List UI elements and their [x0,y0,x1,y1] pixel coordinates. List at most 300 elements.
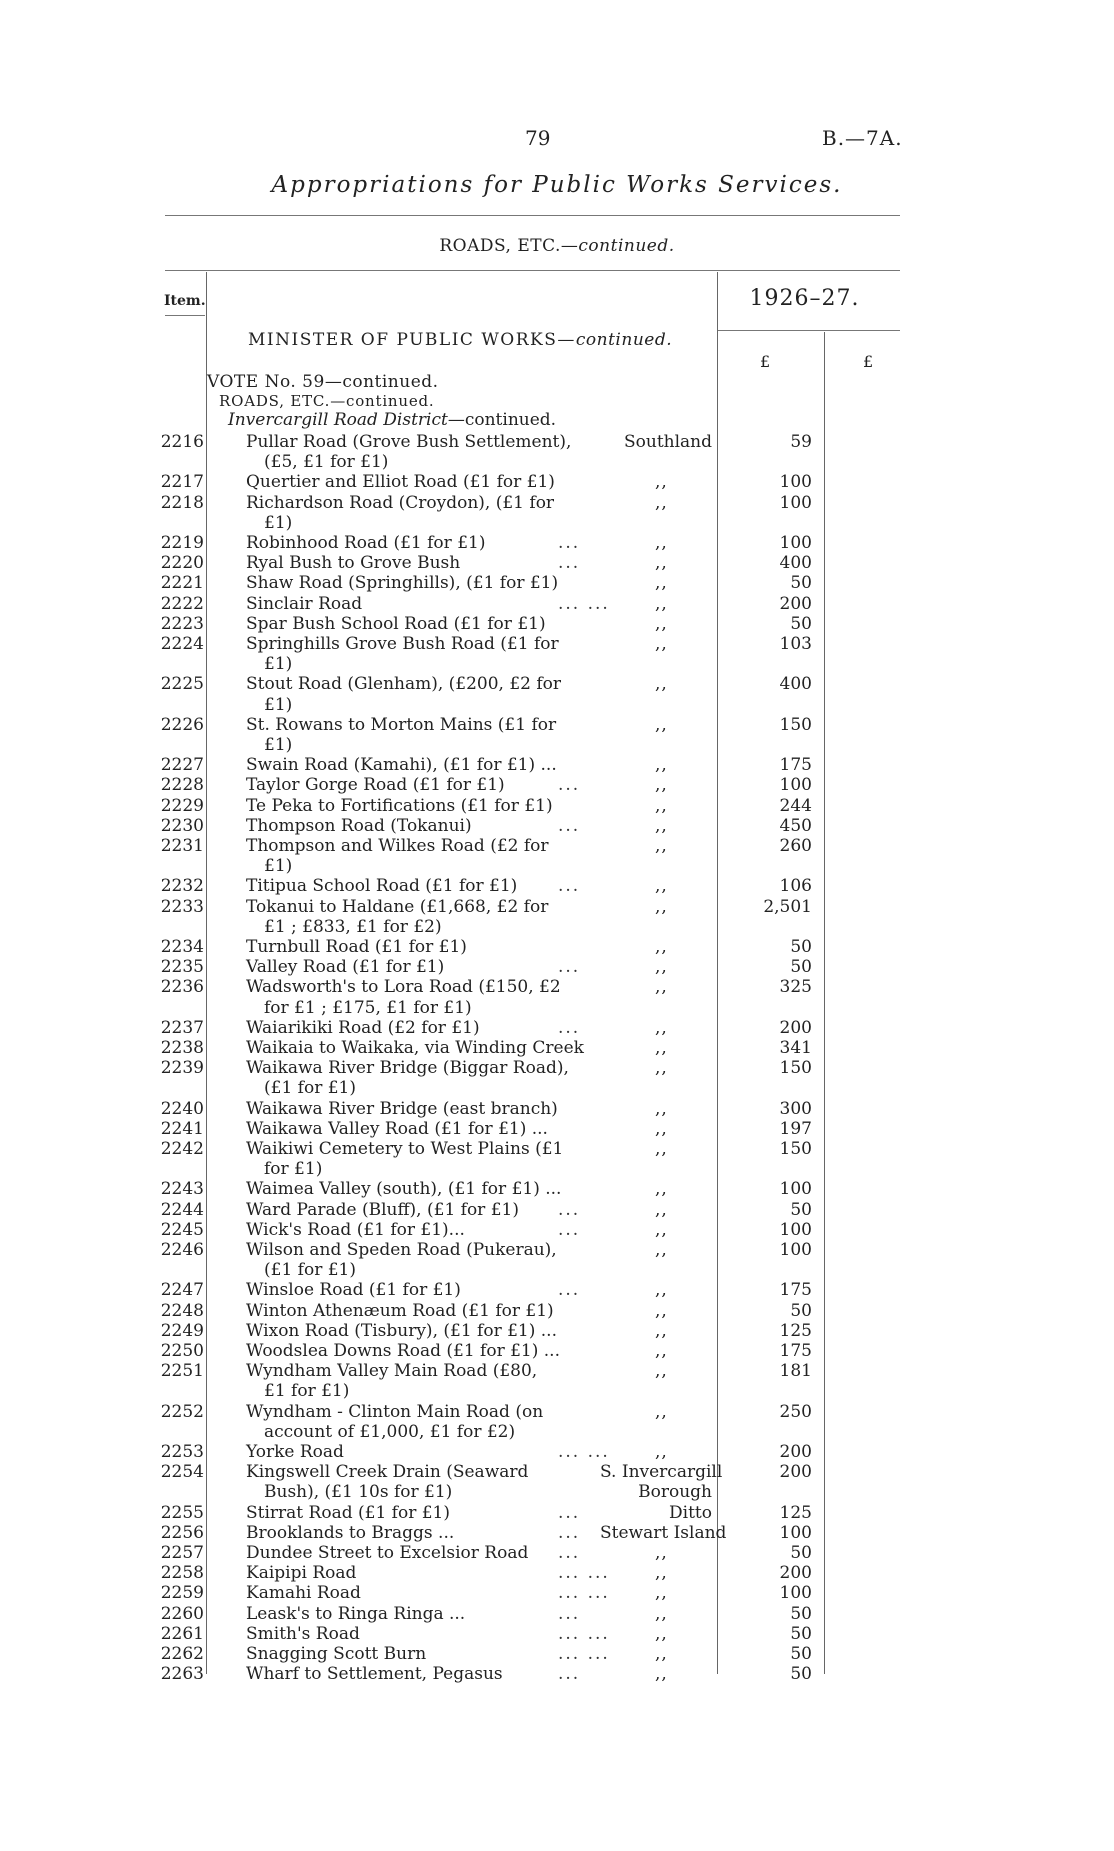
table-row [0,755,1114,775]
ditto-mark: ,, [655,1563,668,1583]
table-row [0,1119,1114,1139]
section-title [0,236,1114,256]
item-description: £1) [264,654,293,674]
item-description: account of £1,000, £1 for £2) [264,1422,516,1442]
district-heading [228,410,556,430]
amount-value: 103 [779,634,812,654]
item-number: 2252 [160,1402,204,1422]
table-row [0,1543,1114,1563]
table-row [0,836,1114,856]
item-number: 2225 [160,674,204,694]
roads-subheading: ROADS, ETC.—continued. [219,392,435,410]
item-description: Turnbull Road (£1 for £1) [246,937,467,957]
ditto-mark: ,, [655,1543,668,1563]
amount-value: 50 [790,1644,812,1664]
minister-heading-continued: continued. [575,330,673,350]
item-number: 2219 [160,533,204,553]
title-rule [165,215,900,216]
amount-value: 341 [779,1038,812,1058]
ditto-mark: ,, [655,1361,668,1381]
item-number: 2256 [160,1523,204,1543]
table-row [0,533,1114,553]
amount-value: 300 [779,1099,812,1119]
item-description: Stirrat Road (£1 for £1) [246,1503,450,1523]
table-row-continuation [0,513,1114,533]
table-row [0,1442,1114,1462]
item-number: 2255 [160,1503,204,1523]
item-description: Shaw Road (Springhills), (£1 for £1) [246,573,559,593]
item-number: 2250 [160,1341,204,1361]
table-row [0,432,1114,452]
amount-value: 197 [779,1119,812,1139]
amount-value: 100 [779,1523,812,1543]
ditto-mark: ,, [655,1220,668,1240]
item-description: Bush), (£1 10s for £1) [264,1482,453,1502]
item-number: 2230 [160,816,204,836]
item-description: Wixon Road (Tisbury), (£1 for £1) ... [246,1321,557,1341]
item-description: £1) [264,856,293,876]
table-row [0,1664,1114,1684]
table-row [0,957,1114,977]
table-row-continuation [0,856,1114,876]
ditto-mark: ,, [655,1119,668,1139]
item-number: 2253 [160,1442,204,1462]
table-row [0,977,1114,997]
ditto-mark: ,, [655,1200,668,1220]
ditto-mark: ,, [655,937,668,957]
leader-dots: ... [558,1220,581,1240]
item-description: Robinhood Road (£1 for £1) [246,533,486,553]
page-title: Appropriations for Public Works Services. [271,172,843,198]
table-row [0,1321,1114,1341]
item-number: 2229 [160,796,204,816]
item-description: Ryal Bush to Grove Bush [246,553,461,573]
item-description: Te Peka to Fortifications (£1 for £1) [246,796,553,816]
item-description: Pullar Road (Grove Bush Settlement), [246,432,572,452]
table-row [0,634,1114,654]
item-description: Richardson Road (Croydon), (£1 for [246,493,555,513]
ditto-mark: ,, [655,674,668,694]
item-description: Wyndham Valley Main Road (£80, [246,1361,538,1381]
ditto-mark: ,, [655,957,668,977]
ditto-mark: ,, [655,1139,668,1159]
item-number: 2223 [160,614,204,634]
table-row [0,1139,1114,1159]
amount-value: 50 [790,957,812,977]
table-row-continuation [0,998,1114,1018]
item-description: (£1 for £1) [264,1260,356,1280]
ditto-mark: ,, [655,614,668,634]
item-column-header: Item. [164,293,206,309]
item-number: 2254 [160,1462,204,1482]
ditto-mark: ,, [655,1664,668,1684]
item-description: Springhills Grove Bush Road (£1 for [246,634,559,654]
item-description: Winton Athenæum Road (£1 for £1) [246,1301,554,1321]
amount-value: 50 [790,1543,812,1563]
table-row [0,876,1114,896]
amount-value: 50 [790,937,812,957]
amount-value: 150 [779,715,812,735]
amount-value: 50 [790,1664,812,1684]
item-description: Wyndham - Clinton Main Road (on [246,1402,544,1422]
item-number: 2245 [160,1220,204,1240]
district-name: Southland [623,432,712,452]
table-row [0,1058,1114,1078]
item-number: 2243 [160,1179,204,1199]
leader-dots: ... [558,553,581,573]
table-row [0,594,1114,614]
ditto-mark: ,, [655,493,668,513]
table-row-continuation [0,735,1114,755]
item-description: Tokanui to Haldane (£1,668, £2 for [246,897,549,917]
year-column-header: 1926–27. [749,286,860,311]
section-title-continued: continued. [578,236,675,256]
item-number: 2228 [160,775,204,795]
amount-value: 100 [779,472,812,492]
amount-value: 400 [779,674,812,694]
table-row [0,1301,1114,1321]
item-number: 2247 [160,1280,204,1300]
item-number: 2251 [160,1361,204,1381]
ditto-mark: ,, [655,1018,668,1038]
ditto-mark: ,, [655,816,668,836]
minister-heading [248,330,672,350]
amount-value: 100 [779,1583,812,1603]
table-row [0,897,1114,917]
ditto-mark: ,, [655,1280,668,1300]
item-number: 2242 [160,1139,204,1159]
district-name: Ditto [669,1503,712,1523]
item-number: 2257 [160,1543,204,1563]
amount-value: 50 [790,614,812,634]
leader-dots: ... ... [558,1644,610,1664]
ditto-mark: ,, [655,1240,668,1260]
item-number: 2222 [160,594,204,614]
item-description: St. Rowans to Morton Mains (£1 for [246,715,557,735]
item-number: 2224 [160,634,204,654]
item-number: 2240 [160,1099,204,1119]
ditto-mark: ,, [655,573,668,593]
table-row [0,614,1114,634]
pound-sign-column-2: £ [863,352,874,371]
ditto-mark: ,, [655,775,668,795]
table-row-continuation [0,1260,1114,1280]
amount-value: 50 [790,1200,812,1220]
amount-value: 100 [779,1179,812,1199]
document-code: B.—7A. [822,126,903,150]
ditto-mark: ,, [655,1644,668,1664]
ditto-mark: ,, [655,1624,668,1644]
table-row [0,674,1114,694]
amount-value: 175 [779,1341,812,1361]
item-description: for £1 ; £175, £1 for £1) [264,998,472,1018]
leader-dots: ... [558,957,581,977]
item-number: 2231 [160,836,204,856]
table-row [0,1462,1114,1482]
item-description: Valley Road (£1 for £1) [246,957,445,977]
leader-dots: ... [558,1018,581,1038]
item-description: Swain Road (Kamahi), (£1 for £1) ... [246,755,557,775]
item-description: Wadsworth's to Lora Road (£150, £2 [246,977,561,997]
ditto-mark: ,, [655,1402,668,1422]
item-description: Waikawa Valley Road (£1 for £1) ... [246,1119,548,1139]
item-number: 2236 [160,977,204,997]
item-description: Waikaia to Waikaka, via Winding Creek [246,1038,584,1058]
leader-dots: ... [558,1200,581,1220]
item-number: 2234 [160,937,204,957]
item-description: Leask's to Ringa Ringa ... [246,1604,466,1624]
item-description: (£1 for £1) [264,1078,356,1098]
page-number: 79 [525,126,551,150]
item-description: Brooklands to Braggs ... [246,1523,455,1543]
amount-value: 100 [779,1240,812,1260]
ditto-mark: ,, [655,1179,668,1199]
amount-value: 181 [779,1361,812,1381]
item-number: 2260 [160,1604,204,1624]
amount-value: 100 [779,1220,812,1240]
item-description: £1) [264,695,293,715]
item-description: Smith's Road [246,1624,360,1644]
table-row-continuation [0,1078,1114,1098]
ditto-mark: ,, [655,1301,668,1321]
leader-dots: ... ... [558,1624,610,1644]
item-description: Titipua School Road (£1 for £1) [246,876,518,896]
table-row-continuation [0,654,1114,674]
table-row [0,493,1114,513]
amount-value: 50 [790,1301,812,1321]
table-row [0,1583,1114,1603]
ditto-mark: ,, [655,897,668,917]
amount-value: 59 [790,432,812,452]
table-row [0,775,1114,795]
leader-dots: ... ... [558,1563,610,1583]
ditto-mark: ,, [655,553,668,573]
table-row [0,1604,1114,1624]
item-description: Waimea Valley (south), (£1 for £1) ... [246,1179,562,1199]
table-row [0,1523,1114,1543]
table-row [0,796,1114,816]
item-description: Waikawa River Bridge (east branch) [246,1099,558,1119]
item-description: Stout Road (Glenham), (£200, £2 for [246,674,562,694]
leader-dots: ... [558,816,581,836]
item-number: 2235 [160,957,204,977]
amount-value: 325 [779,977,812,997]
pound-sign-column-1: £ [760,352,771,371]
item-number: 2261 [160,1624,204,1644]
table-row [0,1624,1114,1644]
item-number: 2248 [160,1301,204,1321]
leader-dots: ... [558,775,581,795]
item-number: 2246 [160,1240,204,1260]
item-number: 2238 [160,1038,204,1058]
ditto-mark: ,, [655,1341,668,1361]
table-row [0,1341,1114,1361]
table-row [0,1361,1114,1381]
item-description: Quertier and Elliot Road (£1 for £1) [246,472,555,492]
item-number: 2220 [160,553,204,573]
table-row-continuation [0,1159,1114,1179]
ditto-mark: ,, [655,876,668,896]
ditto-mark: ,, [655,1604,668,1624]
amount-value: 244 [779,796,812,816]
item-description: Woodslea Downs Road (£1 for £1) ... [246,1341,560,1361]
table-row-continuation [0,1422,1114,1442]
ditto-mark: ,, [655,796,668,816]
leader-dots: ... ... [558,594,610,614]
item-number: 2263 [160,1664,204,1684]
item-description: Kingswell Creek Drain (Seaward [246,1462,529,1482]
table-row [0,1644,1114,1664]
amount-value: 100 [779,493,812,513]
item-description: Sinclair Road [246,594,363,614]
leader-dots: ... [558,1664,581,1684]
leader-dots: ... [558,1604,581,1624]
item-number: 2221 [160,573,204,593]
table-row [0,1200,1114,1220]
leader-dots: ... [558,533,581,553]
item-description: Kaipipi Road [246,1563,357,1583]
table-row [0,1402,1114,1422]
item-description: Wick's Road (£1 for £1)... [246,1220,465,1240]
table-row [0,1179,1114,1199]
table-row [0,816,1114,836]
ditto-mark: ,, [655,1442,668,1462]
amount-value: 100 [779,533,812,553]
amount-value: 400 [779,553,812,573]
amount-value: 150 [779,1139,812,1159]
district-name: Borough [638,1482,712,1502]
amount-value: 175 [779,1280,812,1300]
district-name: Stewart Island [600,1523,727,1543]
leader-dots: ... [558,1503,581,1523]
table-row-continuation [0,1381,1114,1401]
leader-dots: ... ... [558,1442,610,1462]
amount-value: 125 [779,1503,812,1523]
ditto-mark: ,, [655,1038,668,1058]
item-description: £1) [264,513,293,533]
amount-value: 50 [790,1624,812,1644]
ditto-mark: ,, [655,533,668,553]
leader-dots: ... ... [558,1583,610,1603]
item-number: 2217 [160,472,204,492]
ditto-mark: ,, [655,977,668,997]
leader-dots: ... [558,1523,581,1543]
table-row [0,715,1114,735]
leader-dots: ... [558,876,581,896]
ditto-mark: ,, [655,1583,668,1603]
item-number: 2233 [160,897,204,917]
table-row [0,1038,1114,1058]
table-row [0,937,1114,957]
table-row-continuation [0,695,1114,715]
district-heading-name: Invercargill Road District— [228,410,465,430]
amount-value: 200 [779,1563,812,1583]
minister-heading-text: MINISTER OF PUBLIC WORKS— [248,330,576,350]
table-row [0,573,1114,593]
district-name: S. Invercargill [600,1462,723,1482]
item-description: Thompson Road (Tokanui) [246,816,472,836]
district-heading-continued: continued. [464,410,557,430]
table-row [0,1503,1114,1523]
amount-value: 200 [779,1442,812,1462]
item-description: Taylor Gorge Road (£1 for £1) [246,775,505,795]
item-number: 2227 [160,755,204,775]
amount-value: 175 [779,755,812,775]
item-header-rule [165,315,205,316]
item-number: 2244 [160,1200,204,1220]
amount-value: 260 [779,836,812,856]
table-row-continuation [0,1482,1114,1502]
item-description: Thompson and Wilkes Road (£2 for [246,836,549,856]
item-description: £1) [264,735,293,755]
item-description: Dundee Street to Excelsior Road [246,1543,529,1563]
table-row [0,553,1114,573]
table-row-continuation [0,452,1114,472]
amount-value: 100 [779,775,812,795]
item-description: Snagging Scott Burn [246,1644,427,1664]
item-description: Waikawa River Bridge (Biggar Road), [246,1058,569,1078]
table-row [0,1220,1114,1240]
ditto-mark: ,, [655,1321,668,1341]
vote-heading: VOTE No. 59—continued. [207,372,439,392]
item-description: £1 ; £833, £1 for £2) [264,917,442,937]
leader-dots: ... [558,1543,581,1563]
ditto-mark: ,, [655,472,668,492]
item-number: 2241 [160,1119,204,1139]
amount-value: 125 [779,1321,812,1341]
amount-value: 200 [779,1462,812,1482]
item-description: Winsloe Road (£1 for £1) [246,1280,461,1300]
item-description: Spar Bush School Road (£1 for £1) [246,614,546,634]
amount-value: 250 [779,1402,812,1422]
item-number: 2249 [160,1321,204,1341]
item-number: 2232 [160,876,204,896]
item-description: for £1) [264,1159,323,1179]
section-title-text: ROADS, ETC.— [439,236,579,256]
item-description: Yorke Road [246,1442,344,1462]
table-top-rule [165,270,900,271]
table-row [0,472,1114,492]
amount-value: 50 [790,1604,812,1624]
table-row [0,1018,1114,1038]
amount-value: 200 [779,594,812,614]
item-number: 2259 [160,1583,204,1603]
amount-value: 106 [779,876,812,896]
amount-value: 50 [790,573,812,593]
item-description: Wharf to Settlement, Pegasus [246,1664,503,1684]
table-row-continuation [0,917,1114,937]
item-description: (£5, £1 for £1) [264,452,389,472]
item-number: 2258 [160,1563,204,1583]
ditto-mark: ,, [655,715,668,735]
item-number: 2237 [160,1018,204,1038]
table-row [0,1099,1114,1119]
item-number: 2262 [160,1644,204,1664]
year-header-rule [717,330,900,331]
ditto-mark: ,, [655,1058,668,1078]
ditto-mark: ,, [655,634,668,654]
ditto-mark: ,, [655,1099,668,1119]
item-number: 2239 [160,1058,204,1078]
item-description: Kamahi Road [246,1583,361,1603]
table-row [0,1280,1114,1300]
ditto-mark: ,, [655,836,668,856]
amount-value: 450 [779,816,812,836]
ditto-mark: ,, [655,594,668,614]
item-description: £1 for £1) [264,1381,350,1401]
table-row [0,1563,1114,1583]
amount-value: 150 [779,1058,812,1078]
